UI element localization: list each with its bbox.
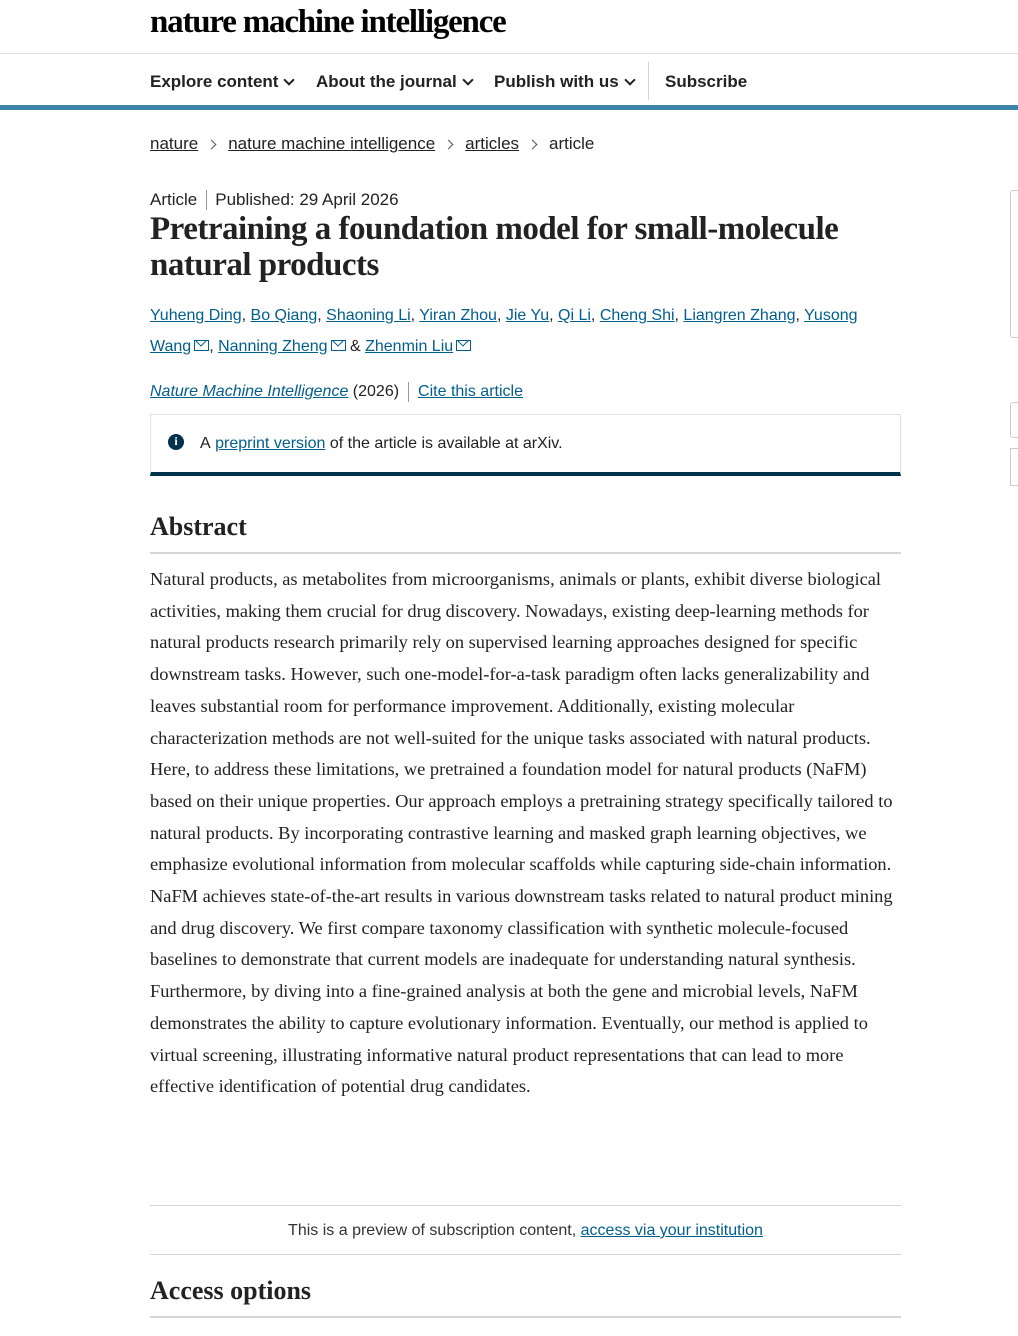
author-link[interactable]: Cheng Shi (599, 307, 675, 324)
cite-article-link[interactable]: Cite this article (418, 383, 523, 400)
side-panel-edge[interactable] (1010, 190, 1018, 338)
abstract-rule (150, 552, 901, 554)
masthead (0, 0, 1018, 54)
breadcrumb-nature[interactable]: nature (150, 134, 199, 153)
nav-subscribe-label: Subscribe (665, 72, 748, 91)
access-rule (150, 1316, 901, 1318)
published-date: Published: 29 April 2026 (215, 190, 399, 209)
citation-line (150, 382, 523, 402)
journal-link[interactable] (150, 383, 348, 401)
nav-publish-label: Publish with us (494, 72, 619, 91)
preview-text: This is a preview of subscription content, (288, 1222, 577, 1239)
author-link[interactable]: Bo Qiang (250, 307, 318, 324)
chevron-down-icon (624, 74, 635, 85)
preprint-suffix: of the article is available at arXiv. (329, 434, 563, 452)
preprint-notice (150, 414, 901, 476)
author-link[interactable]: Yuheng Ding (150, 307, 242, 324)
info-icon: i (168, 434, 184, 450)
mail-icon[interactable] (331, 340, 346, 351)
breadcrumb (150, 134, 594, 154)
author-link[interactable]: Qi Li (558, 307, 591, 324)
subscription-preview-notice (150, 1205, 901, 1255)
chevron-down-icon (284, 74, 295, 85)
breadcrumb-articles[interactable]: articles (465, 134, 520, 153)
author-list: Yuheng Ding, Bo Qiang, Shaoning Li, Yiran Zhou, Jie Yu, Qi Li, Cheng Shi, Liangren Zhang, Yusong Wang , Nanning Zheng & Zhenmin Liu (150, 307, 858, 355)
author-link[interactable]: Nanning Zheng (218, 338, 328, 355)
authors-ampersand: & (349, 338, 361, 355)
citation-divider (408, 382, 409, 402)
journal-name: Nature Machine Intelligence (150, 383, 349, 400)
side-panel-edge[interactable] (1010, 402, 1018, 438)
chevron-right-icon (207, 139, 217, 149)
article-meta (150, 190, 399, 210)
author-link[interactable]: Yusong Wang (150, 307, 858, 355)
author-link[interactable]: Yiran Zhou (419, 307, 497, 324)
nav-about-journal[interactable] (316, 72, 472, 92)
nav-divider (648, 62, 649, 100)
author-link[interactable]: Liangren Zhang (683, 307, 796, 324)
author-link[interactable]: Shaoning Li (326, 307, 411, 324)
article-title: Pretraining a foundation model for small-molecule natural products (150, 211, 839, 283)
article-year: (2026) (352, 383, 400, 400)
main-nav (0, 54, 1018, 110)
abstract-heading: Abstract (150, 512, 247, 541)
breadcrumb-journal[interactable]: nature machine intelligence (228, 134, 436, 153)
side-panel-edge[interactable] (1010, 448, 1018, 486)
journal-logo[interactable]: nature machine intelligence (150, 4, 506, 40)
mail-icon[interactable] (456, 340, 471, 351)
access-options-heading: Access options (150, 1276, 312, 1305)
preprint-link[interactable]: preprint version (215, 434, 326, 452)
nav-explore-label: Explore content (150, 72, 279, 91)
nav-explore-content[interactable] (150, 72, 293, 92)
abstract-text: Natural products, as metabolites from microorganisms, animals or plants, exhibit diverse biological activities, making them crucial for drug discovery. Nowadays, existing deep-learning methods for natural products research primarily rely on supervised learning approaches designed for specific downstream tasks. However, such one-model-for-a-task paradigm often lacks generalizability and leaves substantial room for performance improvement. Additionally, existing molecular characterization methods are not well-suited for the unique tasks associated with natural products. Here, to address these limitations, we pretrained a foundation model for natural products (NaFM) based on their unique properties. Our approach employs a pretraining strategy specifically tailored to natural products. By incorporating contrastive learning and masked graph learning objectives, we emphasize evolutional information from molecular scaffolds while capturing side-chain information. NaFM achieves state-of-the-art results in various downstream tasks related to natural product mining and drug discovery. We first compare taxonomy classification with synthetic molecule-focused baselines to demonstrate that current models are inadequate for understanding natural synthesis. Furthermore, by diving into a fine-grained analysis at both the gene and microbial levels, NaFM demonstrates the ability to capture evolutionary information. Eventually, our method is applied to virtual screening, illustrating informative natural product representations that can lead to more effective identification of potential drug candidates. (150, 569, 893, 1097)
chevron-right-icon (528, 139, 538, 149)
nav-publish-with-us[interactable] (494, 72, 634, 92)
chevron-down-icon (462, 74, 473, 85)
breadcrumb-current: article (549, 134, 595, 153)
meta-divider (206, 190, 207, 210)
mail-icon[interactable] (194, 340, 209, 351)
preprint-prefix: A (200, 434, 211, 452)
chevron-right-icon (444, 139, 454, 149)
nav-about-label: About the journal (316, 72, 457, 91)
institution-access-link[interactable]: access via your institution (580, 1222, 763, 1239)
nav-subscribe[interactable] (665, 72, 747, 92)
author-link[interactable]: Jie Yu (505, 307, 550, 324)
author-link[interactable]: Zhenmin Liu (365, 338, 454, 355)
article-type: Article (150, 190, 198, 209)
